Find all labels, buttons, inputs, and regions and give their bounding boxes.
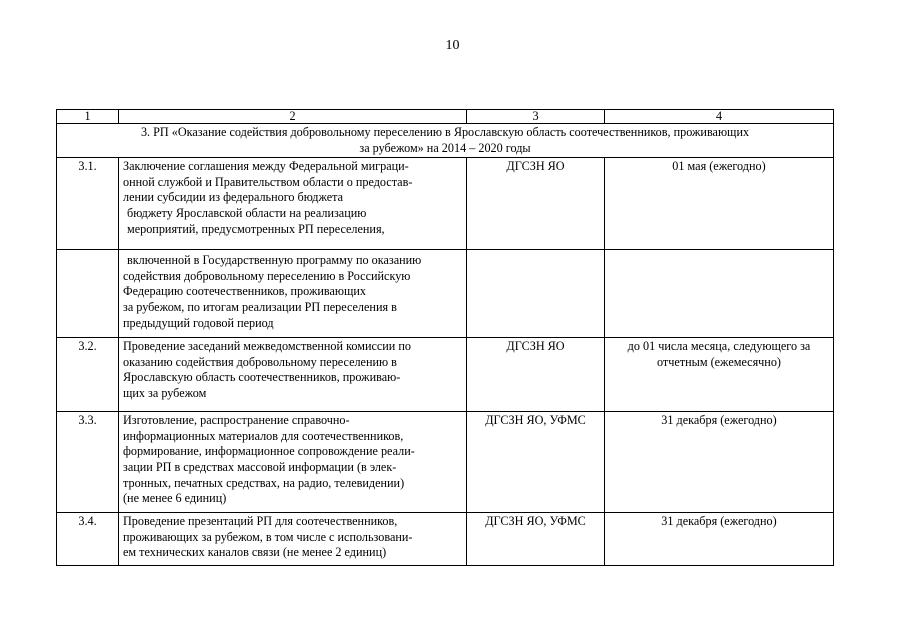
row-executor xyxy=(467,250,605,338)
page-number: 10 xyxy=(445,38,460,53)
description-line: Федерацию соотечественников, проживающих xyxy=(123,284,366,299)
section-title-line: 3. РП «Оказание содействия добровольному переселению в Ярославскую область соотечественников, проживающих xyxy=(140,125,750,139)
deadline-line: отчетным (ежемесячно) xyxy=(657,354,781,369)
row-number: 3.2. xyxy=(57,338,119,412)
description-line: лении субсидии из федерального бюджета xyxy=(123,190,343,205)
description-line: содействия добровольному переселению в Российскую xyxy=(123,268,411,283)
description-line: Ярославскую область соотечественников, проживаю- xyxy=(123,370,401,385)
row-description xyxy=(119,250,467,338)
description-line: предыдущий годовой период xyxy=(123,315,274,330)
description-line: бюджету Ярославской области на реализацию xyxy=(127,205,367,220)
description-line: мероприятий, предусмотренных РП переселения, xyxy=(127,221,385,236)
section-title-line: за рубежом» на 2014 – 2020 годы xyxy=(359,140,531,155)
description-line: Проведение презентаций РП для соотечественников, xyxy=(123,514,398,529)
description-line: Заключение соглашения между Федеральной миграци- xyxy=(123,159,409,174)
measures-table xyxy=(56,109,834,566)
table-row xyxy=(57,513,834,566)
column-number-1: 1 xyxy=(57,110,119,124)
row-number: 3.1. xyxy=(57,158,119,250)
description-line: тронных, печатных средствах, на радио, телевидении) xyxy=(123,475,405,490)
row-deadline: 01 мая (ежегодно) xyxy=(605,158,834,250)
description-line: информационных материалов для соотечественников, xyxy=(123,428,404,443)
description-line: оказанию содействия добровольному переселению в xyxy=(123,354,397,369)
description-line: формирование, информационное сопровождение реали- xyxy=(123,444,415,459)
column-number-4: 4 xyxy=(605,110,834,124)
description-line: (не менее 6 единиц) xyxy=(123,491,227,506)
description-line: включенной в Государственную программу по оказанию xyxy=(127,253,422,268)
table-row xyxy=(57,338,834,412)
row-deadline: 31 декабря (ежегодно) xyxy=(605,412,834,513)
row-deadline: 31 декабря (ежегодно) xyxy=(605,513,834,566)
row-description xyxy=(119,513,467,566)
deadline-line: до 01 числа месяца, следующего за xyxy=(627,339,811,354)
row-executor: ДГСЗН ЯО xyxy=(467,158,605,250)
description-line: за рубежом, по итогам реализации РП переселения в xyxy=(123,299,397,314)
row-deadline xyxy=(605,338,834,412)
row-deadline xyxy=(605,250,834,338)
table-row xyxy=(57,250,834,338)
table-row xyxy=(57,158,834,250)
column-number-3: 3 xyxy=(467,110,605,124)
description-line: щих за рубежом xyxy=(123,385,207,400)
row-number: 3.3. xyxy=(57,412,119,513)
row-description xyxy=(119,412,467,513)
description-line: ем технических каналов связи (не менее 2 единиц) xyxy=(123,545,387,560)
column-number-2: 2 xyxy=(119,110,467,124)
description-line: онной службой и Правительством области о предостав- xyxy=(123,174,413,189)
row-description xyxy=(119,158,467,250)
row-number: 3.4. xyxy=(57,513,119,566)
row-executor: ДГСЗН ЯО, УФМС xyxy=(467,412,605,513)
description-line: проживающих за рубежом, в том числе с использовани- xyxy=(123,529,413,544)
section-header-row xyxy=(57,124,834,158)
description-line: зации РП в средствах массовой информации (в элек- xyxy=(123,459,397,474)
table-row xyxy=(57,412,834,513)
row-executor: ДГСЗН ЯО, УФМС xyxy=(467,513,605,566)
description-line: Проведение заседаний межведомственной комиссии по xyxy=(123,339,411,354)
row-description xyxy=(119,338,467,412)
column-number-row xyxy=(57,110,834,124)
row-number xyxy=(57,250,119,338)
description-line: Изготовление, распространение справочно- xyxy=(123,413,350,428)
section-title xyxy=(57,124,834,158)
row-executor: ДГСЗН ЯО xyxy=(467,338,605,412)
